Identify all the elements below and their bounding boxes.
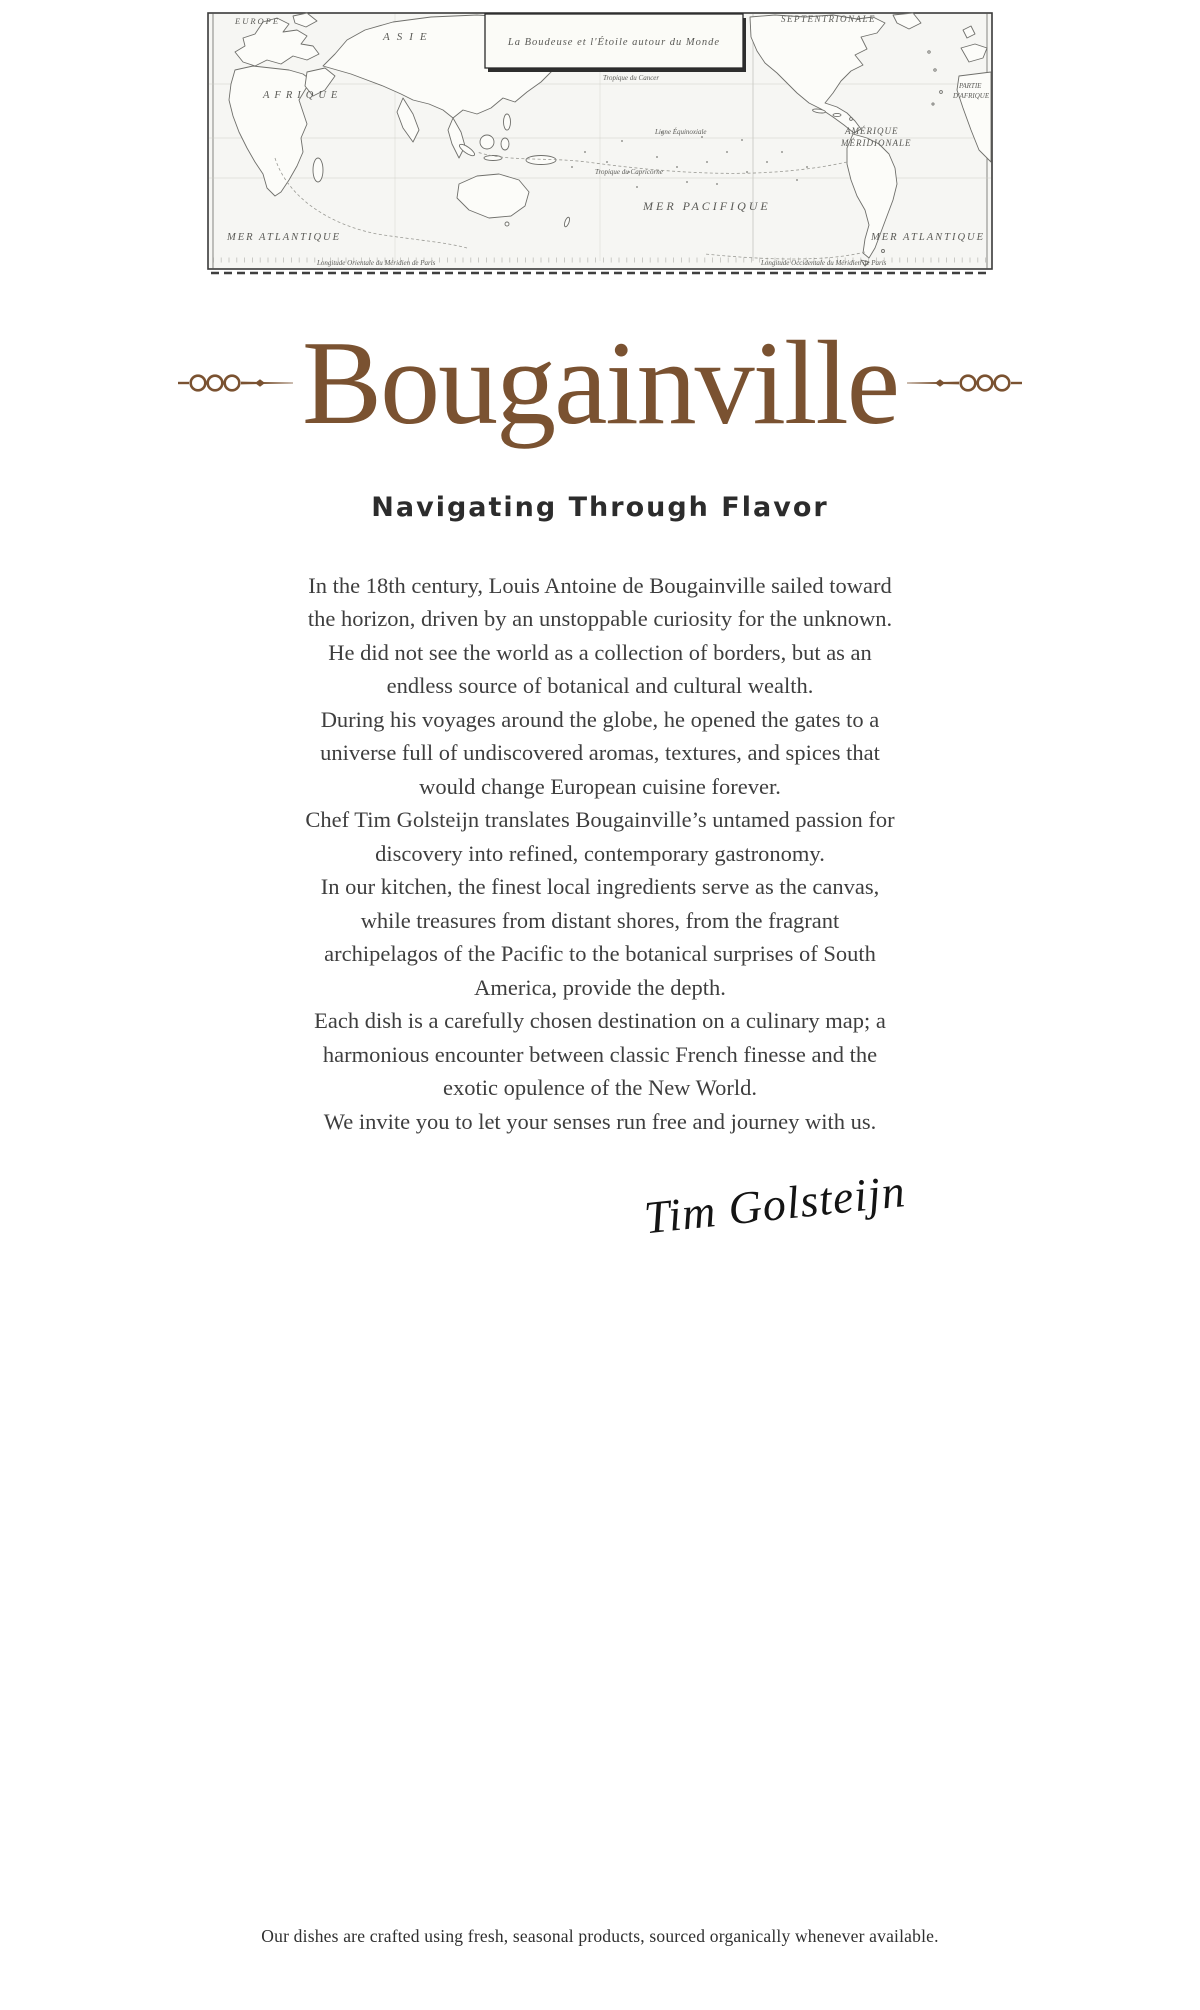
map-label-afrique: AFRIQUE: [263, 90, 343, 101]
flourish-right-icon: [906, 371, 1024, 395]
chef-signature: Tim Golsteijn: [641, 1165, 908, 1244]
brand-name: Bougainville: [302, 316, 898, 449]
map-label-longitude-orientale: Longitude Orientale du Méridien de Paris: [317, 259, 436, 267]
world-map-svg: [205, 10, 995, 278]
map-label-amerique: AMÉRIQUE: [845, 126, 899, 136]
map-label-ligne-equinoxiale: Ligne Équinoxiale: [655, 128, 707, 136]
intro-paragraph: He did not see the world as a collection of borders, but as an endless source of botanical and cultural wealth.: [328, 639, 872, 699]
new-guinea-island: [526, 156, 556, 165]
map-label-asie: ASIE: [383, 31, 434, 43]
vintage-world-map: [205, 10, 995, 278]
signature-row: [295, 1164, 908, 1244]
map-label-partie: PARTIE: [959, 82, 982, 90]
map-label-meridionale: MÉRIDIONALE: [841, 138, 912, 148]
map-title: La Boudeuse et l'Étoile autour du Monde: [507, 37, 721, 48]
map-label-mer-atlantique-right: MER ATLANTIQUE: [871, 232, 986, 243]
brand-logo: [0, 318, 1200, 448]
map-label-tropique-capricorne: Tropique du Capricorne: [595, 168, 663, 176]
map-label-septentrionale: SEPTENTRIONALE: [781, 14, 877, 24]
map-label-longitude-occidentale: Longitude Occidentale du Méridien de Paris: [761, 259, 887, 267]
intro-paragraph: In the 18th century, Louis Antoine de Bougainville sailed toward the horizon, driven by an unstoppable curiosity for the unknown.: [307, 572, 893, 632]
intro-text: [304, 569, 896, 1139]
map-label-dafrique: D'AFRIQUE: [953, 92, 990, 100]
intro-paragraph: Each dish is a carefully chosen destination on a culinary map; a harmonious encounter between classic French finesse and the exotic opulence of the New World.: [314, 1008, 886, 1101]
map-label-tropique-cancer: Tropique du Cancer: [603, 74, 660, 82]
map-label-mer-atlantique-left: MER ATLANTIQUE: [227, 232, 342, 243]
intro-paragraph: In our kitchen, the finest local ingredients serve as the canvas, while treasures from distant shores, from the fragrant archipelagos of the Pacific to the botanical surprises of South America, provide the depth.: [320, 874, 880, 1000]
tagline: Navigating Through Flavor: [371, 491, 829, 523]
footer-note: Our dishes are crafted using fresh, seasonal products, sourced organically whenever available.: [261, 1926, 939, 1946]
flourish-left-icon: [176, 371, 294, 395]
madagascar-island: [313, 158, 323, 182]
map-label-europe: EUROPE: [235, 16, 281, 26]
intro-paragraph: Chef Tim Golsteijn translates Bougainville’s untamed passion for discovery into refined, contemporary gastronomy.: [305, 807, 895, 866]
map-label-mer-pacifique: MER PACIFIQUE: [643, 199, 771, 213]
title-cartouche: [485, 14, 746, 72]
intro-paragraph: We invite you to let your senses run free and journey with us.: [323, 1108, 877, 1134]
intro-paragraph: During his voyages around the globe, he opened the gates to a universe full of undiscovered aromas, textures, and spices that would change European cuisine forever.: [320, 706, 880, 799]
